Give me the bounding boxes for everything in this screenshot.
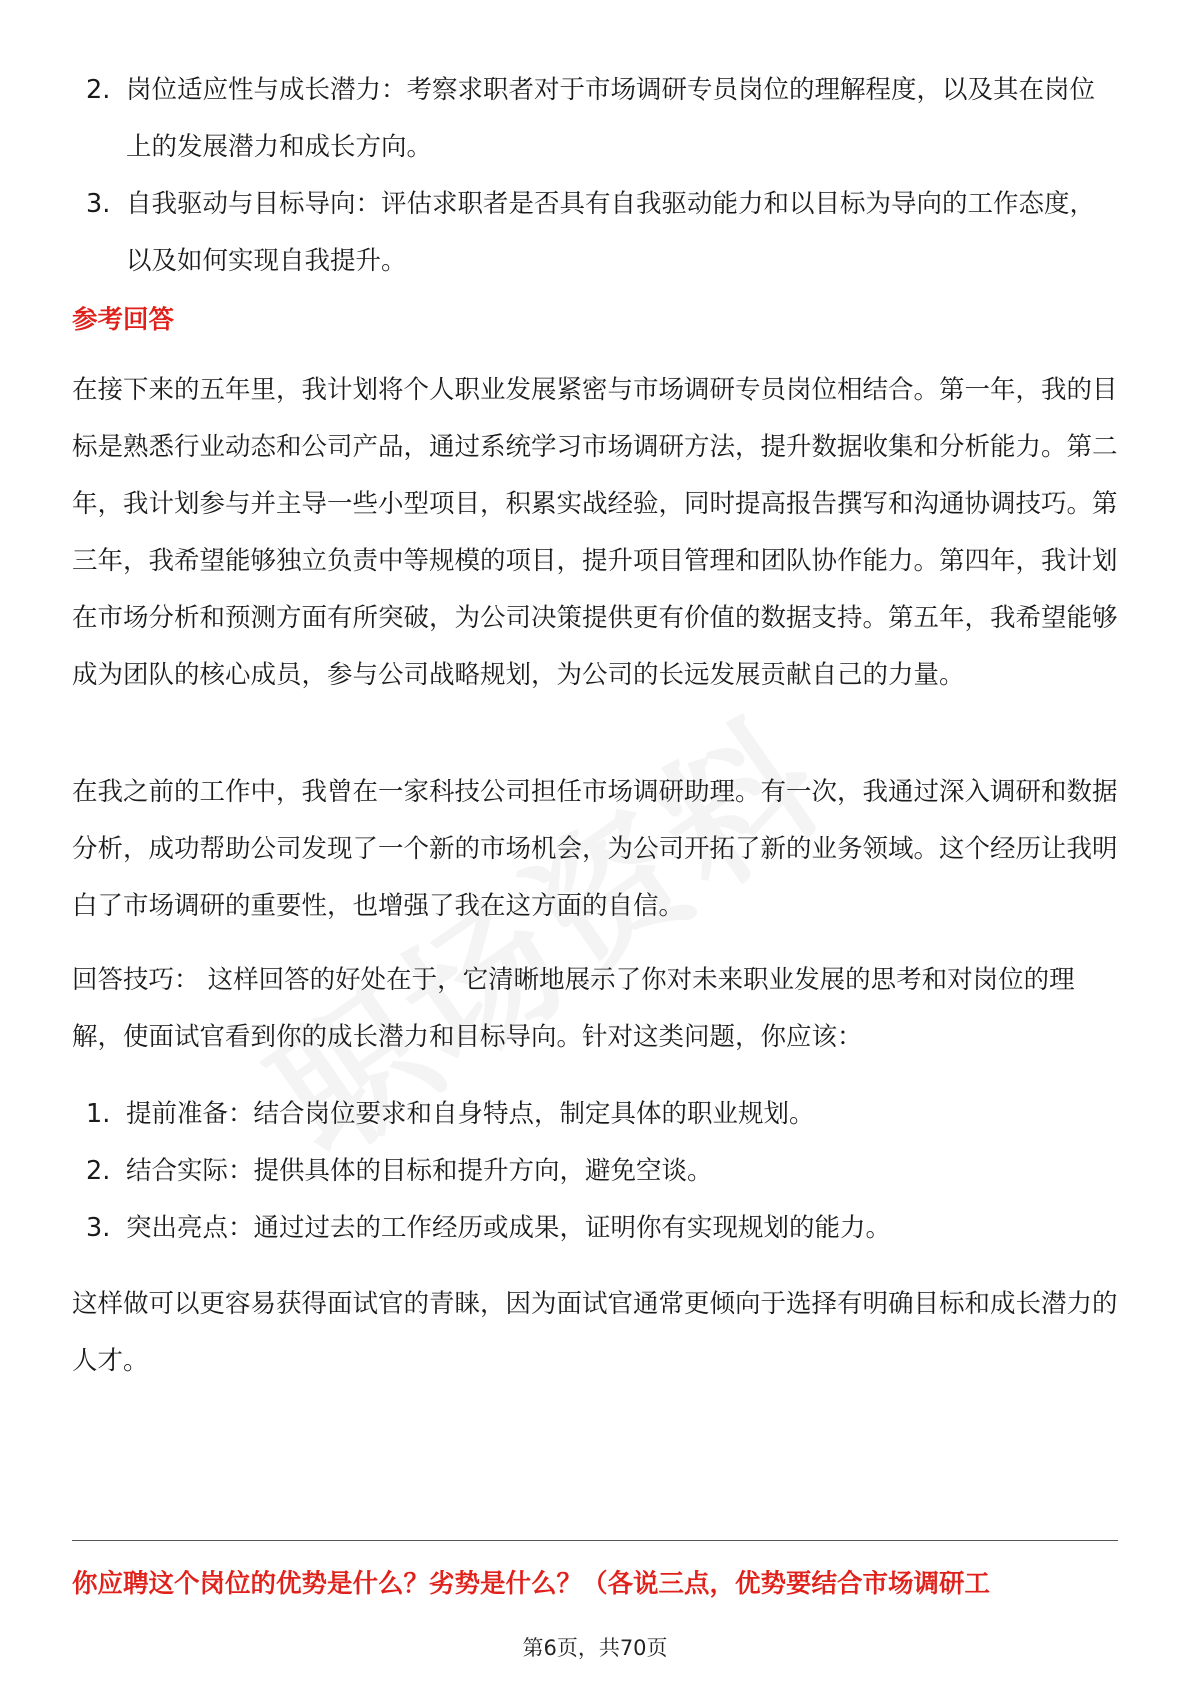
section-heading: 参考回答: [72, 305, 175, 335]
tips-list: [72, 1086, 1118, 1257]
answer-tips-intro: 回答技巧： 这样回答的好处在于，它清晰地展示了你对未来职业发展的思考和对岗位的理解，使面试官看到你的成长潜力和目标导向。针对这类问题，你应该：: [72, 965, 1075, 1052]
list-text: 岗位适应性与成长潜力：考察求职者对于市场调研专员岗位的理解程度，以及其在岗位上的发展潜力和成长方向。: [126, 75, 1096, 162]
list-item: [72, 176, 1118, 290]
page-number: 第6页，共70页: [522, 1636, 668, 1660]
list-number: 3.: [86, 1213, 111, 1243]
divider: [72, 1540, 1118, 1541]
top-list: [72, 62, 1118, 290]
list-item: [72, 1143, 1118, 1200]
list-item: [72, 62, 1118, 176]
list-text: 结合实际：提供具体的目标和提升方向，避免空谈。: [126, 1156, 713, 1186]
closing-paragraph: 这样做可以更容易获得面试官的青睐，因为面试官通常更倾向于选择有明确目标和成长潜力的人才。: [72, 1289, 1118, 1376]
list-number: 3.: [86, 189, 111, 219]
list-number: 2.: [86, 1156, 111, 1186]
list-number: 2.: [86, 75, 111, 105]
list-text: 提前准备：结合岗位要求和自身特点，制定具体的职业规划。: [126, 1099, 815, 1129]
answer-paragraph: 在我之前的工作中，我曾在一家科技公司担任市场调研助理。有一次，我通过深入调研和数据分析，成功帮助公司发现了一个新的市场机会，为公司开拓了新的业务领域。这个经历让我明白了市场调研的重要性，也增强了我在这方面的自信。: [72, 777, 1118, 921]
list-item: [72, 1200, 1118, 1257]
next-question-heading: 你应聘这个岗位的优势是什么？劣势是什么？（各说三点，优势要结合市场调研工: [72, 1569, 991, 1599]
answer-paragraph: 在接下来的五年里，我计划将个人职业发展紧密与市场调研专员岗位相结合。第一年，我的目标是熟悉行业动态和公司产品，通过系统学习市场调研方法，提升数据收集和分析能力。第二年，我计划参与并主导一些小型项目，积累实战经验，同时提高报告撰写和沟通协调技巧。第三年，我希望能够独立负责中等规模的项目，提升项目管理和团队协作能力。第四年，我计划在市场分析和预测方面有所突破，为公司决策提供更有价值的数据支持。第五年，我希望能够成为团队的核心成员，参与公司战略规划，为公司的长远发展贡献自己的力量。: [72, 375, 1118, 690]
list-text: 自我驱动与目标导向：评估求职者是否具有自我驱动能力和以目标为导向的工作态度，以及如何实现自我提升。: [126, 189, 1096, 276]
list-number: 1.: [86, 1099, 111, 1129]
list-text: 突出亮点：通过过去的工作经历或成果，证明你有实现规划的能力。: [126, 1213, 892, 1243]
list-item: [72, 1086, 1118, 1143]
